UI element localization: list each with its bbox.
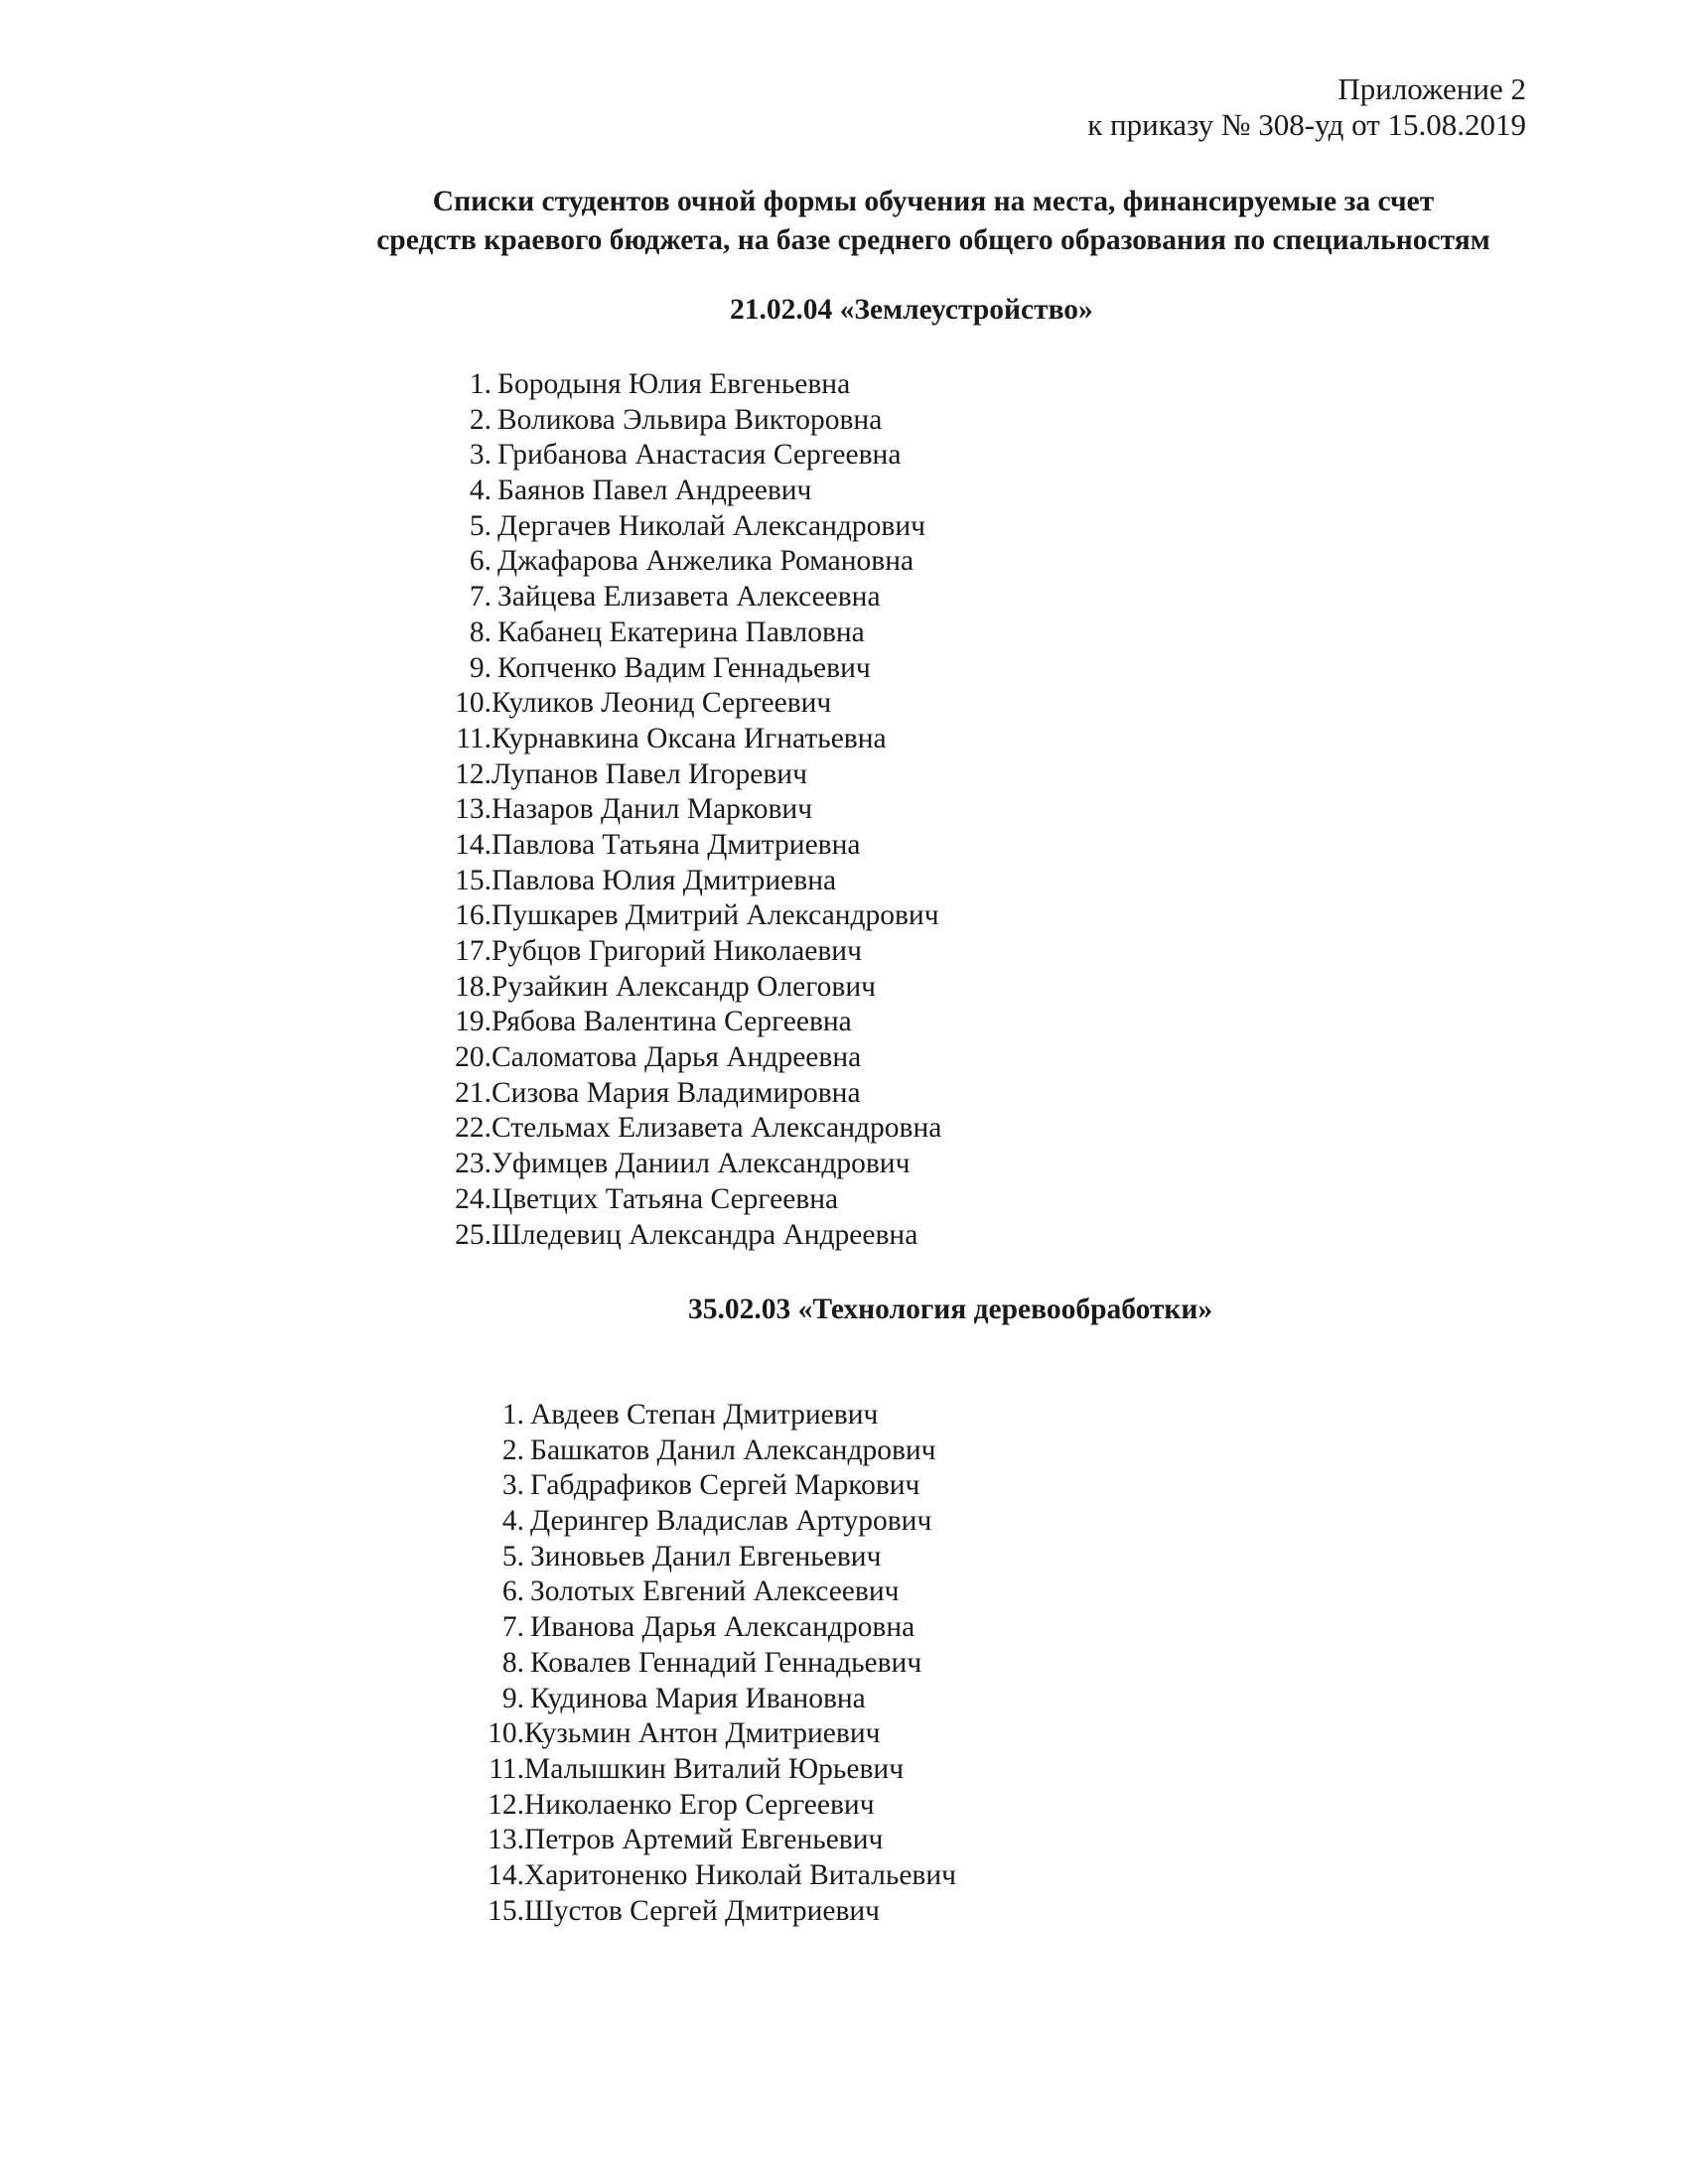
list-item-number: 22. [455, 1112, 492, 1145]
list-item-number: 5. [469, 509, 492, 542]
student-name: Рябова Валентина Сергеевна [492, 1006, 852, 1038]
list-item [478, 1540, 882, 1575]
list-item-number: 14. [455, 828, 492, 861]
list-item-number: 6. [501, 1575, 524, 1608]
student-name: Куликов Леонид Сергеевич [492, 687, 832, 720]
list-item [478, 1504, 932, 1540]
list-item-number: 8. [469, 615, 492, 648]
document-title [298, 183, 1569, 260]
student-name: Малышкин Виталий Юрьевич [524, 1752, 905, 1785]
list-item [445, 544, 914, 580]
list-item [445, 686, 832, 722]
list-item [478, 1716, 881, 1752]
student-name: Иванова Дарья Александровна [530, 1611, 915, 1644]
list-item [445, 509, 925, 545]
list-item [445, 615, 865, 651]
student-name: Саломатова Дарья Андреевна [492, 1041, 862, 1074]
student-name: Грибанова Анастасия Сергеевна [497, 439, 902, 472]
list-item-number: 18. [455, 970, 492, 1003]
list-item [445, 1040, 862, 1076]
list-item [445, 1111, 942, 1147]
list-item [445, 1182, 839, 1218]
appendix-header [1087, 71, 1526, 143]
list-item-number: 11. [456, 722, 492, 754]
title-line-1: Списки студентов очной формы обучения на места, финансируемые за счет [432, 186, 1435, 217]
list-item-number: 4. [469, 475, 492, 507]
list-item-number: 20. [455, 1041, 492, 1074]
student-name: Копченко Вадим Геннадьевич [497, 651, 871, 684]
list-item [445, 1218, 918, 1254]
list-item-number: 5. [501, 1540, 524, 1572]
list-item [445, 1005, 852, 1040]
list-item-number: 25. [455, 1218, 492, 1251]
list-item-number: 11. [489, 1752, 524, 1785]
list-item [445, 722, 887, 757]
list-item [445, 757, 807, 793]
list-item-number: 1. [469, 368, 492, 400]
list-item [445, 1076, 861, 1112]
list-item [445, 828, 861, 864]
student-name: Шледевиц Александра Андреевна [492, 1218, 918, 1251]
list-item [445, 367, 851, 403]
list-item [445, 651, 871, 687]
list-item-number: 10. [455, 687, 492, 720]
title-line-2: средств краевого бюджета, на базе среднего общего образования по специальностям [376, 224, 1490, 256]
list-item [478, 1823, 884, 1858]
list-item [478, 1433, 936, 1469]
list-item-number: 9. [469, 651, 492, 684]
student-name: Габдрафиков Сергей Маркович [530, 1469, 920, 1502]
student-name: Пушкарев Дмитрий Александрович [492, 899, 939, 932]
list-item [445, 580, 881, 615]
list-item [478, 1682, 866, 1717]
student-name: Петров Артемий Евгеньевич [524, 1824, 884, 1856]
list-item [445, 403, 883, 439]
list-item-number: 21. [455, 1076, 492, 1109]
list-item-number: 2. [469, 403, 492, 436]
list-item [445, 438, 902, 474]
list-item [445, 474, 812, 509]
student-name: Кузьмин Антон Дмитриевич [524, 1717, 881, 1750]
student-name: Харитоненко Николай Витальевич [524, 1858, 956, 1891]
list-item-number: 7. [501, 1611, 524, 1644]
list-item [478, 1646, 922, 1682]
specialty-heading-land-management: 21.02.04 «Землеустройство» [730, 294, 1093, 326]
list-item [445, 864, 837, 899]
list-item [445, 792, 813, 828]
list-item-number: 23. [455, 1148, 492, 1180]
list-item-number: 8. [501, 1646, 524, 1679]
list-item-number: 13. [455, 793, 492, 826]
list-item-number: 3. [469, 439, 492, 472]
list-item [445, 934, 862, 970]
list-item-number: 12. [455, 757, 492, 790]
student-name: Баянов Павел Андреевич [497, 475, 812, 507]
list-item [478, 1574, 900, 1610]
student-name: Лупанов Павел Игоревич [492, 757, 807, 790]
student-name: Шустов Сергей Дмитриевич [524, 1894, 881, 1927]
student-name: Зиновьев Данил Евгеньевич [530, 1540, 882, 1572]
student-name: Павлова Татьяна Дмитриевна [492, 828, 861, 861]
student-name: Башкатов Данил Александрович [530, 1433, 936, 1466]
student-name: Ковалев Геннадий Геннадьевич [530, 1646, 922, 1679]
student-name: Цветцих Татьяна Сергеевна [492, 1182, 839, 1215]
specialty-heading-woodworking: 35.02.03 «Технология деревообработки» [688, 1294, 1213, 1325]
list-item-number: 16. [455, 899, 492, 932]
list-item-number: 14. [488, 1858, 524, 1891]
list-item-number: 2. [501, 1433, 524, 1466]
list-item [478, 1468, 920, 1504]
student-list-land-management [445, 367, 942, 1253]
list-item [478, 1398, 879, 1433]
list-item [478, 1894, 881, 1930]
list-item-number: 3. [501, 1469, 524, 1502]
list-item-number: 10. [488, 1717, 524, 1750]
student-name: Джафарова Анжелика Романовна [497, 545, 914, 578]
list-item [445, 1147, 911, 1182]
order-reference: к приказу № 308-уд от 15.08.2019 [1087, 107, 1526, 142]
student-name: Кудинова Мария Ивановна [530, 1682, 866, 1714]
student-list-woodworking [478, 1398, 956, 1929]
student-name: Авдеев Степан Дмитриевич [530, 1399, 879, 1431]
list-item-number: 7. [469, 581, 492, 614]
list-item-number: 13. [488, 1824, 524, 1856]
list-item [478, 1858, 956, 1894]
student-name: Золотых Евгений Алексеевич [530, 1575, 900, 1608]
student-name: Курнавкина Оксана Игнатьевна [492, 722, 887, 754]
list-item [445, 898, 939, 934]
appendix-label: Приложение 2 [1337, 71, 1526, 106]
student-name: Николаенко Егор Сергеевич [524, 1788, 875, 1821]
student-name: Кабанец Екатерина Павловна [497, 615, 865, 648]
list-item-number: 1. [501, 1399, 524, 1431]
student-name: Рузайкин Александр Олегович [492, 970, 876, 1003]
list-item [478, 1752, 905, 1788]
student-name: Рубцов Григорий Николаевич [492, 935, 862, 967]
list-item-number: 19. [455, 1006, 492, 1038]
list-item-number: 6. [469, 545, 492, 578]
student-name: Бородыня Юлия Евгеньевна [497, 368, 851, 400]
student-name: Сизова Мария Владимировна [492, 1076, 861, 1109]
list-item-number: 4. [501, 1505, 524, 1538]
student-name: Зайцева Елизавета Алексеевна [497, 581, 881, 614]
student-name: Дергачев Николай Александрович [497, 509, 925, 542]
list-item [445, 970, 876, 1006]
list-item-number: 15. [488, 1894, 524, 1927]
student-name: Стельмах Елизавета Александровна [492, 1112, 942, 1145]
student-name: Воликова Эльвира Викторовна [497, 403, 883, 436]
list-item-number: 24. [455, 1182, 492, 1215]
student-name: Уфимцев Даниил Александрович [492, 1148, 911, 1180]
list-item [478, 1788, 875, 1824]
student-name: Дерингер Владислав Артурович [530, 1505, 932, 1538]
list-item-number: 15. [455, 864, 492, 896]
student-name: Назаров Данил Маркович [492, 793, 813, 826]
list-item [478, 1610, 915, 1646]
student-name: Павлова Юлия Дмитриевна [492, 864, 837, 896]
list-item-number: 9. [501, 1682, 524, 1714]
list-item-number: 12. [488, 1788, 524, 1821]
list-item-number: 17. [455, 935, 492, 967]
